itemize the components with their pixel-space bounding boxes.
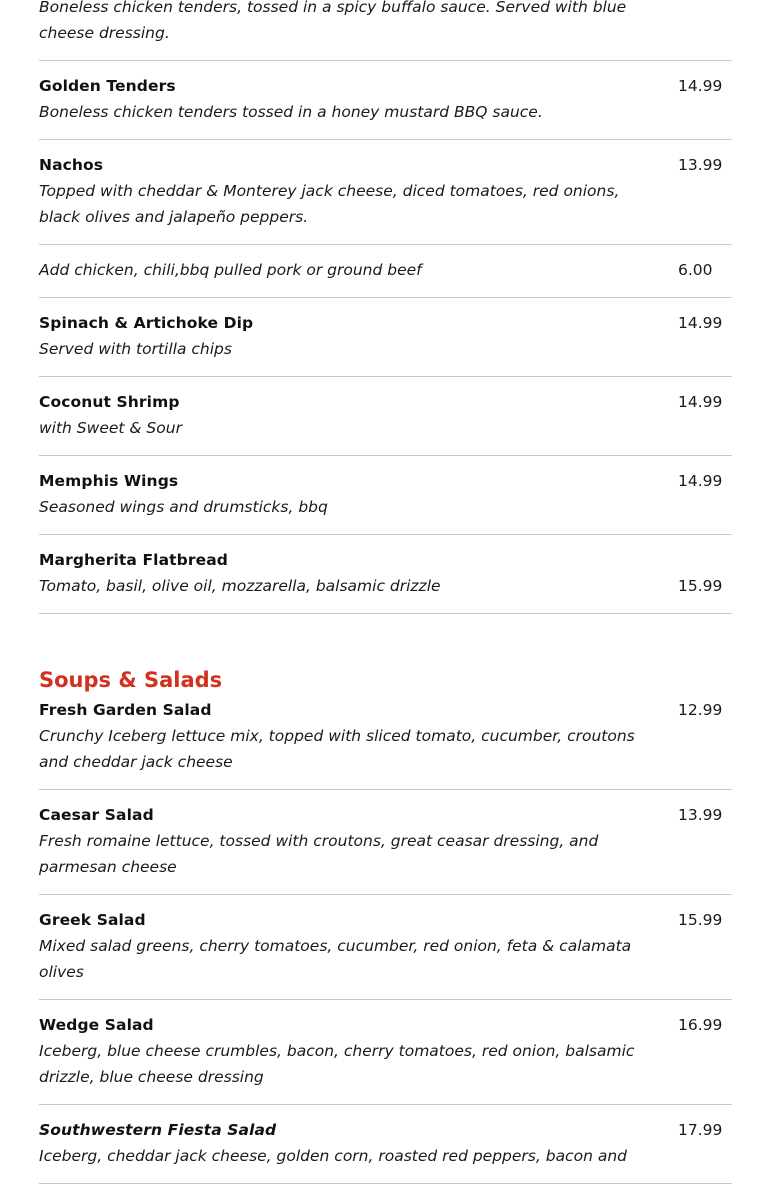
- item-description: Boneless chicken tenders tossed in a honey mustard BBQ sauce.: [39, 103, 543, 121]
- menu-item-margherita-flatbread: [39, 535, 732, 614]
- menu-item-golden-tenders: [39, 61, 732, 140]
- item-description: Tomato, basil, olive oil, mozzarella, balsamic drizzle: [39, 577, 441, 595]
- menu-item-coconut-shrimp: [39, 377, 732, 456]
- item-description: Topped with cheddar & Monterey jack cheese, diced tomatoes, red onions, black olives and jalapeño peppers.: [39, 182, 620, 226]
- menu-item-caesar-salad: [39, 790, 732, 895]
- item-description: Crunchy Iceberg lettuce mix, topped with sliced tomato, cucumber, croutons and cheddar jack cheese: [39, 727, 635, 771]
- item-description: with Sweet & Sour: [39, 419, 182, 437]
- item-description: Boneless chicken tenders, tossed in a spicy buffalo sauce. Served with blue cheese dressing.: [39, 0, 627, 42]
- menu-item-nachos-addon: [39, 245, 732, 298]
- menu-item-buffalo-tenders: [39, 0, 732, 61]
- item-name: Spinach & Artichoke Dip: [39, 314, 254, 332]
- item-name: Memphis Wings: [39, 472, 179, 490]
- item-price: 16.99: [678, 1016, 723, 1034]
- menu-page: [39, 0, 732, 1184]
- section-title-soups-salads: Soups & Salads: [39, 668, 223, 692]
- item-name: Wedge Salad: [39, 1016, 154, 1034]
- item-price: 13.99: [678, 156, 723, 174]
- item-name: Southwestern Fiesta Salad: [39, 1121, 277, 1139]
- item-description: Mixed salad greens, cherry tomatoes, cucumber, red onion, feta & calamata olives: [39, 937, 632, 981]
- menu-item-spinach-artichoke-dip: [39, 298, 732, 377]
- item-price: 15.99: [678, 911, 723, 929]
- item-name: Nachos: [39, 156, 104, 174]
- menu-item-wedge-salad: [39, 1000, 732, 1105]
- menu-item-southwestern-fiesta-salad: [39, 1105, 732, 1184]
- item-name: Greek Salad: [39, 911, 146, 929]
- item-description: Iceberg, blue cheese crumbles, bacon, cherry tomatoes, red onion, balsamic drizzle, blue cheese dressing: [39, 1042, 635, 1086]
- item-description: Iceberg, cheddar jack cheese, golden corn, roasted red peppers, bacon and: [39, 1147, 627, 1165]
- item-description: Seasoned wings and drumsticks, bbq: [39, 498, 328, 516]
- menu-item-nachos: [39, 140, 732, 245]
- item-price: 14.99: [678, 77, 723, 95]
- item-name: Golden Tenders: [39, 77, 176, 95]
- item-price: 14.99: [678, 393, 723, 411]
- menu-item-memphis-wings: [39, 456, 732, 535]
- item-price: 15.99: [678, 577, 723, 595]
- item-name: Coconut Shrimp: [39, 393, 180, 411]
- item-name: Fresh Garden Salad: [39, 701, 212, 719]
- menu-item-greek-salad: [39, 895, 732, 1000]
- item-description: Add chicken, chili,bbq pulled pork or ground beef: [39, 261, 422, 279]
- item-name: Margherita Flatbread: [39, 551, 228, 569]
- item-price: 14.99: [678, 314, 723, 332]
- menu-item-fresh-garden-salad: [39, 697, 732, 790]
- item-price: 6.00: [678, 261, 713, 279]
- item-price: 17.99: [678, 1121, 723, 1139]
- section-spacer: [39, 614, 732, 665]
- item-name: Caesar Salad: [39, 806, 154, 824]
- item-price: 14.99: [678, 472, 723, 490]
- item-price: 12.99: [678, 701, 723, 719]
- item-description: Served with tortilla chips: [39, 340, 232, 358]
- item-description: Fresh romaine lettuce, tossed with croutons, great ceasar dressing, and parmesan cheese: [39, 832, 599, 876]
- item-price: 13.99: [678, 806, 723, 824]
